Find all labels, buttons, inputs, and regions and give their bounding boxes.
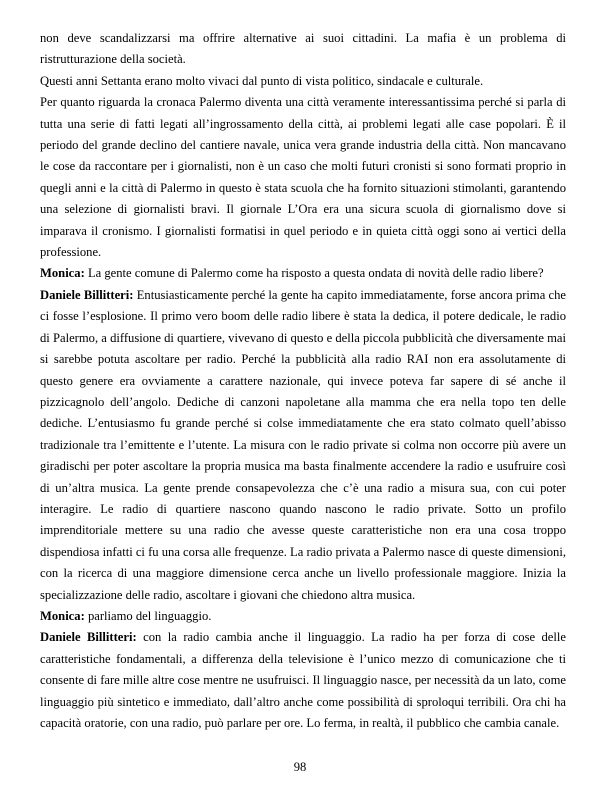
speaker-label: Daniele Billitteri:	[40, 630, 137, 645]
paragraph-7	[40, 627, 566, 734]
paragraph-3-text: Per quanto riguarda la cronaca Palermo diventa una città veramente interessantissima perché si parla di tutta una serie di fatti legati all’ingrossamento della città, ai problemi legati alle case popolari. È il periodo del grande declino del cantiere navale, unica vera grande industria della città. Non mancavano le cose da raccontare per i giornalisti, non è un caso che molti futuri cronisti si sono formati proprio in quegli anni e la città di Palermo in questo è stata scuola che ha fornito situazioni stimolanti, garantendo una selezione di giornalisti bravi. Il giornale L’Ora era una sicura scuola di giornalismo dove si imparava il cronismo. I giornalisti formatisi in quel periodo e in quieta città oggi sono ai vertici della professione.	[40, 95, 566, 260]
paragraph-4	[40, 263, 566, 284]
paragraph-7-text: con la radio cambia anche il linguaggio. La radio ha per forza di cose delle caratteristiche fondamentali, a differenza della televisione è l’unico mezzo di comunicazione che ti consente di fare mille altre cose mentre ne usufruisci. Il linguaggio nasce, per necessità da un lato, come linguaggio più sintetico e immediato, dall’altro anche come possibilità di sproloqui terribili. Ora chi ha capacità oratorie, con una radio, può parlare per ore. Lo ferma, in realtà, il pubblico che cambia canale.	[40, 630, 566, 730]
paragraph-5	[40, 285, 566, 606]
speaker-label: Monica:	[40, 608, 85, 623]
paragraph-6-text: parliamo del linguaggio.	[87, 608, 212, 623]
speaker-label: Daniele Billitteri:	[40, 287, 134, 302]
paragraph-5-text: Entusiasticamente perché la gente ha capito immediatamente, forse ancora prima che ci fosse l’esplosione. Il primo vero boom delle radio libere è stata la dedica, il potere dedicale, le radio di Palermo, a diffusione di quartiere, vivevano di questo e della piccola pubblicità che diversamente mai si sarebbe potuta ascoltare per radio. Perché la pubblicità alla radio RAI non era assolutamente di questo genere era ovviamente a carattere nazionale, qui invece poteva far sapere di sé anche il pizzicagnolo dell’angolo. Dediche di canzoni napoletane alla mamma che era nella topo ten delle dediche. L’entusiasmo fu grande perché si colse immediatamente che era stato colmato quell’abisso tradizionale tra l’emittente e l’utente. La misura con le radio private si colma non occorre più avere un giradischi per poter ascoltare la propria musica ma basta finalmente accendere la radio e usufruire così di un’altra musica. La gente prende consapevolezza che c’è una radio a misura sua, con cui poter interagire. Le radio di quartiere nascono quando nascono le radio private. Sotto un profilo imprenditoriale mettere su una radio che avesse queste caratteristiche non era una cosa troppo dispendiosa infatti ci fu una corsa alle frequenze. La radio privata a Palermo nasce di queste dimensioni, con la ricerca di una maggiore dimensione cerca anche un livello professionale maggiore. Inizia la specializzazione delle radio, ascoltare i giovani che chiedono altra musica.	[40, 287, 567, 602]
speaker-label: Monica:	[40, 266, 85, 281]
paragraph-4-text: La gente comune di Palermo come ha risposto a questa ondata di novità delle radio libere?	[87, 266, 544, 281]
paragraph-2	[40, 71, 566, 92]
paragraph-6	[40, 606, 566, 627]
page-number: 98	[293, 760, 307, 774]
paragraph-1	[40, 28, 566, 71]
document-body	[40, 28, 566, 734]
paragraph-1-text: non deve scandalizzarsi ma offrire alternative ai suoi cittadini. La mafia è un problema di ristrutturazione della società.	[40, 31, 566, 67]
paragraph-2-text: Questi anni Settanta erano molto vivaci dal punto di vista politico, sindacale e culturale.	[40, 73, 484, 88]
paragraph-3	[40, 92, 566, 263]
